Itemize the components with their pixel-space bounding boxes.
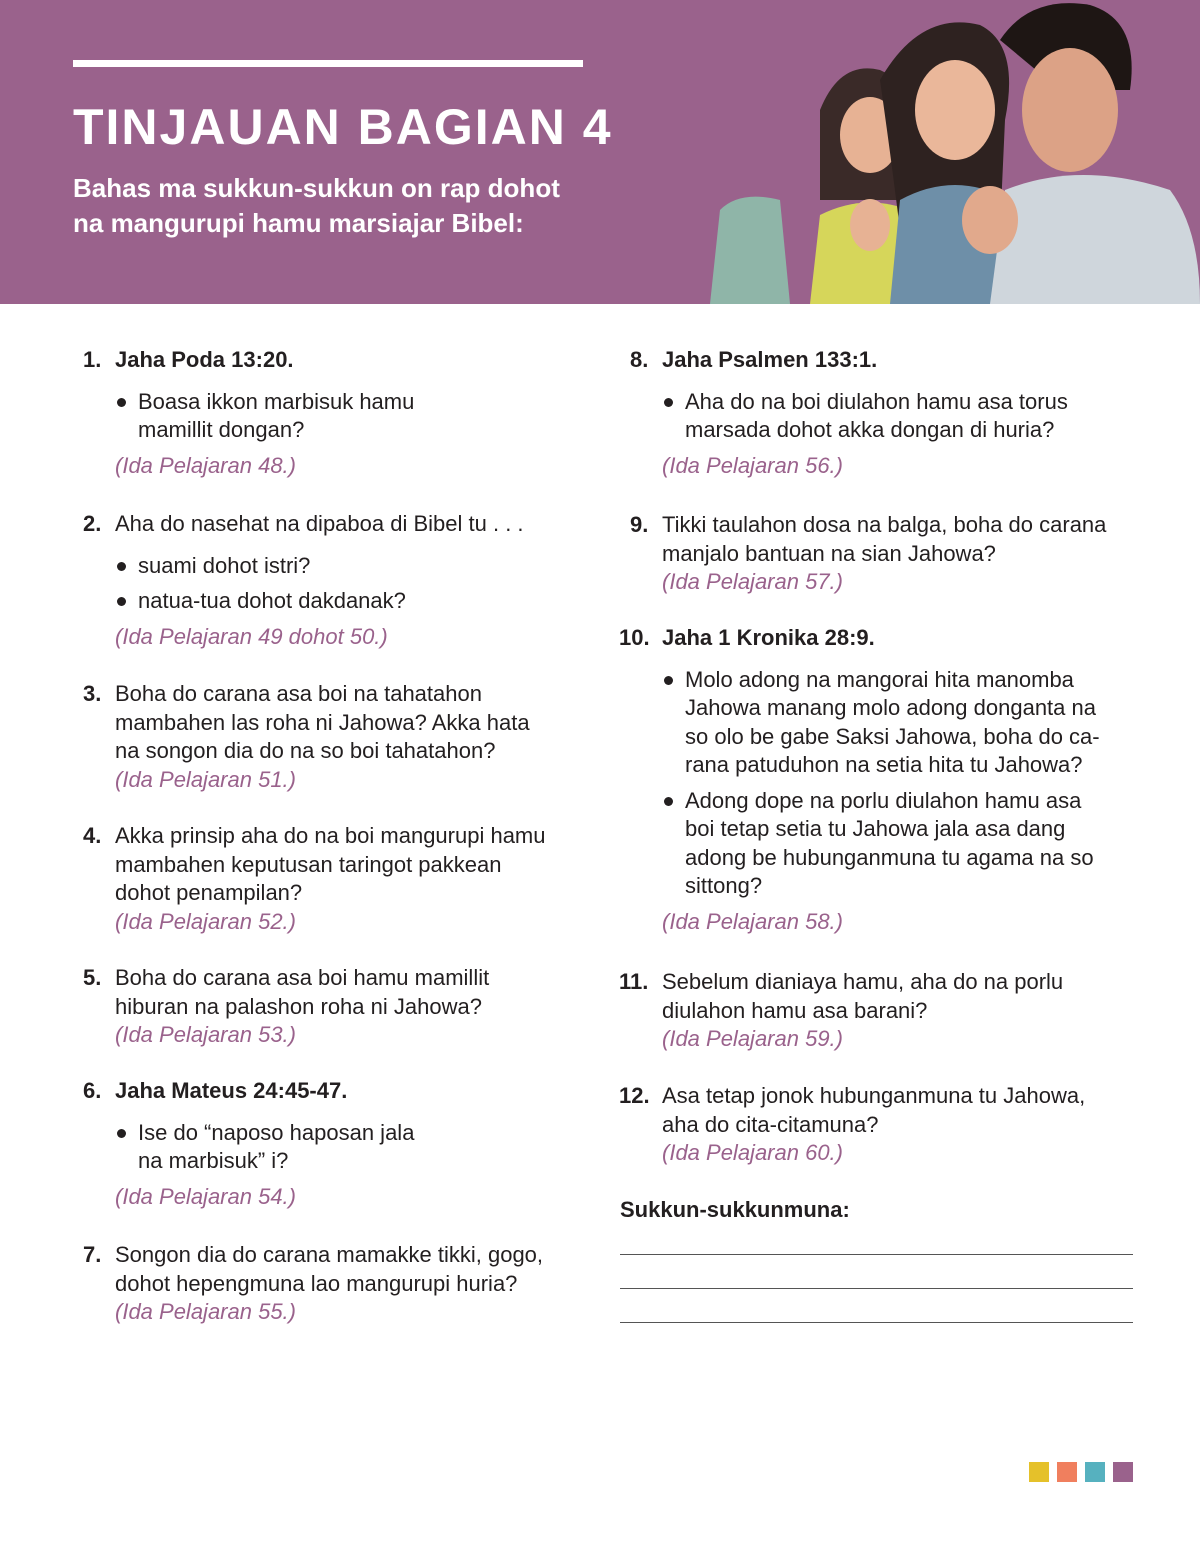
notes-label: Sukkun-sukkunmuna: bbox=[620, 1197, 850, 1222]
question-number: 1. bbox=[83, 347, 102, 372]
lesson-reference: (Ida Pelajaran 51.) bbox=[115, 766, 296, 792]
question-text: Jaha 1 Kronika 28:9. bbox=[662, 625, 875, 650]
question-text: Jaha Psalmen 133:1. bbox=[662, 347, 878, 372]
question-item bbox=[83, 510, 524, 651]
lesson-reference: (Ida Pelajaran 52.) bbox=[115, 908, 296, 934]
lesson-reference: (Ida Pelajaran 55.) bbox=[115, 1299, 296, 1324]
question-number: 4. bbox=[83, 823, 102, 848]
notes-line-3[interactable] bbox=[620, 1322, 1133, 1323]
color-square-orange bbox=[1057, 1462, 1077, 1482]
lesson-reference: (Ida Pelajaran 58.) bbox=[662, 908, 843, 934]
question-number: 5. bbox=[83, 965, 102, 990]
question-number: 3. bbox=[83, 681, 102, 706]
question-text: Akka prinsip aha do na boi mangurupi hamu mambahen keputusan taringot pakkean dohot penampilan? bbox=[115, 823, 546, 905]
lesson-reference: (Ida Pelajaran 60.) bbox=[662, 1140, 843, 1165]
question-item bbox=[630, 511, 1107, 597]
color-square-yellow bbox=[1029, 1462, 1049, 1482]
header-rule bbox=[73, 60, 583, 67]
notes-line-1[interactable] bbox=[620, 1254, 1133, 1255]
question-number: 12. bbox=[619, 1083, 650, 1108]
question-text: Jaha Poda 13:20. bbox=[115, 347, 294, 372]
question-text: Boha do carana asa boi hamu mamillit hiburan na palashon roha ni Jahowa? bbox=[115, 965, 490, 1019]
lesson-reference: (Ida Pelajaran 59.) bbox=[662, 1026, 843, 1051]
question-item bbox=[83, 822, 546, 936]
question-item bbox=[619, 968, 1064, 1054]
bullet-question: natua-tua dohot dakdanak? bbox=[115, 587, 524, 616]
lesson-reference: (Ida Pelajaran 56.) bbox=[662, 452, 843, 478]
lesson-reference: (Ida Pelajaran 48.) bbox=[115, 452, 296, 478]
question-number: 2. bbox=[83, 511, 102, 536]
question-item bbox=[83, 1241, 544, 1327]
question-text: Jaha Mateus 24:45-47. bbox=[115, 1078, 348, 1103]
question-number: 10. bbox=[619, 625, 650, 650]
lesson-reference: (Ida Pelajaran 57.) bbox=[662, 569, 843, 594]
page-subtitle: Bahas ma sukkun-sukkun on rap dohot na mangurupi hamu marsiajar Bibel: bbox=[73, 173, 560, 238]
family-praying-illustration bbox=[700, 0, 1200, 304]
header-banner bbox=[0, 0, 1200, 304]
bullet-question: Ise do “naposo haposan jala na marbisuk” i? bbox=[115, 1119, 414, 1176]
question-item bbox=[619, 1082, 1086, 1168]
question-item bbox=[83, 346, 415, 480]
question-text: Songon dia do carana mamakke tikki, gogo, dohot hepengmuna lao mangurupi huria? bbox=[115, 1242, 544, 1296]
bullet-question: Adong dope na porlu diulahon hamu asa boi tetap setia tu Jahowa jala asa dang adong be hubunganmuna tu agama na so sittong? bbox=[662, 787, 1100, 901]
question-text: Boha do carana asa boi na tahatahon mambahen las roha ni Jahowa? Akka hata na songon dia do na so boi tahatahon? bbox=[115, 681, 530, 763]
question-text: Aha do nasehat na dipaboa di Bibel tu . . . bbox=[115, 511, 524, 536]
question-number: 9. bbox=[630, 512, 649, 537]
question-number: 6. bbox=[83, 1078, 102, 1103]
question-item bbox=[619, 624, 1100, 936]
bullet-question: Boasa ikkon marbisuk hamu mamillit dongan? bbox=[115, 388, 414, 445]
bullet-question: suami dohot istri? bbox=[115, 552, 524, 581]
notes-line-2[interactable] bbox=[620, 1288, 1133, 1289]
question-number: 7. bbox=[83, 1242, 102, 1267]
question-text: Tikki taulahon dosa na balga, boha do carana manjalo bantuan na sian Jahowa? bbox=[662, 512, 1107, 566]
question-text: Sebelum dianiaya hamu, aha do na porlu diulahon hamu asa barani? bbox=[662, 969, 1064, 1023]
lesson-reference: (Ida Pelajaran 54.) bbox=[115, 1183, 296, 1209]
bullet-question: Aha do na boi diulahon hamu asa torus marsada dohot akka dongan di huria? bbox=[662, 388, 1068, 445]
color-square-teal bbox=[1085, 1462, 1105, 1482]
lesson-reference: (Ida Pelajaran 49 dohot 50.) bbox=[115, 623, 388, 649]
lesson-reference: (Ida Pelajaran 53.) bbox=[115, 1022, 296, 1047]
question-text: Asa tetap jonok hubunganmuna tu Jahowa, aha do cita-citamuna? bbox=[662, 1083, 1086, 1137]
question-number: 11. bbox=[619, 969, 649, 994]
question-item bbox=[83, 680, 530, 794]
page-title: TINJAUAN BAGIAN 4 bbox=[73, 99, 613, 155]
color-square-purple bbox=[1113, 1462, 1133, 1482]
question-item bbox=[83, 1077, 415, 1211]
bullet-question: Molo adong na mangorai hita manomba Jahowa manang molo adong donganta na so olo be gabe Saksi Jahowa, boha do ca- rana patuduhon na setia hita tu Jahowa? bbox=[662, 666, 1100, 780]
question-item bbox=[630, 346, 1068, 480]
question-number: 8. bbox=[630, 347, 649, 372]
question-item bbox=[83, 964, 490, 1050]
